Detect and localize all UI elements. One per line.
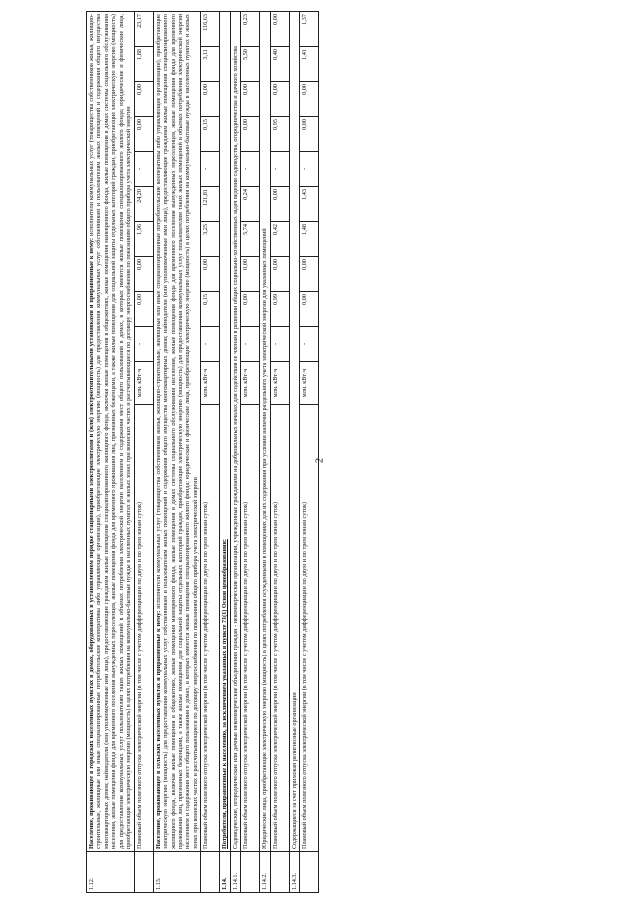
value-cell: 121,81 [201,187,220,222]
table-row [201,12,220,893]
value-cell: 3,25 [201,222,220,257]
value-cell: 0,00 [134,82,153,117]
value-cell: 0,00 [241,257,260,292]
unit-cell: млн. кВт·ч [241,362,260,405]
row-number [201,852,220,893]
value-cell: 3,11 [201,47,220,82]
value-cell: 116,63 [201,12,220,47]
value-cell: 0,00 [270,82,289,117]
param-label: Плановый объем полезного отпуска электрической энергии (в том числе с учетом дифференциации по двум и по трем зонам суток) [201,405,220,852]
value-cell: - [134,152,153,187]
unit-cell: млн. кВт·ч [300,362,319,405]
value-cell: 1,48 [300,222,319,257]
row-number [300,852,319,893]
value-cell: 0,00 [241,117,260,152]
value-cell: - [241,152,260,187]
row-description: Юридические лица, приобретающие электрическую энергию (мощность) в целях потребления осужденными в помещениях для их содержания при условии наличия раздельного учета электрической энергии для указанных помещений [260,12,270,852]
row-description: Содержащиеся за счет прихожан религиозные организации [289,12,299,852]
section-heading: Потребители, приравненные к населению, за исключением указанных в пункте 71(1) Основ ценообразования: [220,12,230,852]
value-cell: 1,88 [134,47,153,82]
value-cell: 0,23 [241,12,260,47]
value-cell: 0,00 [270,187,289,222]
value-cell: 1,43 [300,187,319,222]
value-cell: 0,15 [201,292,220,327]
row-number: 1.14.2. [260,852,270,893]
table-row [153,12,201,893]
value-cell: 0,00 [134,257,153,292]
value-cell: 0,15 [201,117,220,152]
row-heading: Население, проживающее в городских населенных пунктах в домах, оборудованных в установленном порядке стационарными электроплитами и (или) электроотопительными установками и приравненные к нему: [88,237,95,849]
value-cell: 1,96 [134,222,153,257]
row-number: 1.14.1. [230,852,240,893]
row-description [87,12,135,852]
param-label: Плановый объем полезного отпуска электрической энергии (в том числе с учетом дифференциации по двум и по трем зонам суток) [241,405,260,852]
value-cell: 0,00 [300,292,319,327]
row-number [134,852,153,893]
value-cell: 0,00 [300,117,319,152]
value-cell: 0,00 [241,292,260,327]
value-cell: 0,00 [270,257,289,292]
row-number: 1.14.3. [289,852,299,893]
row-number [241,852,260,893]
row-description: Садоводческие, огороднические или дачные некоммерческие объединения граждан - некоммерческие организации, учрежденные гражданами на добровольных началах для содействия ее членам в решении общих социально-хозяйственных задач ведения садоводства, огородничества и дачного хозяйства [230,12,240,852]
value-cell: 0,99 [270,292,289,327]
value-cell: - [201,327,220,362]
unit-cell: млн. кВт·ч [270,362,289,405]
value-cell: 0,00 [201,257,220,292]
value-cell: 5,74 [241,222,260,257]
unit-cell: млн. кВт·ч [201,362,220,405]
table-row [300,12,319,893]
table-row [230,12,240,893]
table-row [260,12,270,893]
value-cell: - [201,152,220,187]
row-text: исполнители коммунальных услуг (товарищества собственников жилья, жилищно-строительные, жилищные или иные специализированные потребительские кооперативы либо управляющие организации), приобретающие электрическую энергию (мощность) для предоставления коммунальных услуг собственникам и пользователям жилых помещений и содержания общего имущества многоквартирных домов; наймодатели (или уполномоченные ими лица), предоставляющие гражданам жилые помещения специализированного жилищного фонда, включая жилые помещения в общежитиях, жилые помещения маневренного фонда, жилые помещения в домах системы социального обслуживания населения, жилые помещения фонда для временного поселения вынужденных переселенцев, жилые помещения фонда для временного проживания лиц, признанных беженцами, а также жилые помещения для социальной защиты отдельных категорий граждан, приобретающие электрическую энергию (мощность) для предоставления коммунальных услуг пользователям таких жилых помещений в объемах потребления электрической энергии населением и содержания мест общего пользования в домах, в которых имеются жилые помещения специализированного жилого фонда; [88,13,125,849]
value-cell: - [300,152,319,187]
tariff-table [86,11,319,893]
row-heading: Население, проживающее в сельских населенных пунктах и приравненные к нему: [154,610,162,849]
row-text: исполнители коммунальных услуг (товарищества собственников жилья, жилищно-строительные, жилищные или иные специализированные потребительские кооперативы либо управляющие организации), приобретающие электрическую энергию (мощность) для предоставления коммунальных услуг собственникам и пользователям жилых помещений и содержания общего имущества многоквартирных домов; наймодатели (или уполномоченные ими лица), предоставляющие гражданам жилые помещения специализированного жилищного фонда, включая жилые помещения в общежитиях, жилые помещения маневренного фонда, жилые помещения в домах системы социального обслуживания населения, жилые помещения фонда для временного поселения вынужденных переселенцев, жилые помещения фонда для временного проживания лиц, признанных беженцами, а также жилые помещения для социальной защиты отдельных категорий граждан, приобретающие электрическую энергию (мощность) для предоставления коммунальных услуг пользователям таких жилых помещений в объемах потребления электрической энергии населением и содержания мест общего пользования в домах, в которых имеются жилые помещения специализированного жилого фонда; [154,13,192,849]
row-number: 1.14. [220,852,230,893]
value-cell: 1,41 [300,47,319,82]
table-row [289,12,299,893]
param-label: Плановый объем полезного отпуска электрической энергии (в том числе с учетом дифференциации по двум и по трем зонам суток) [134,405,153,852]
row-description [153,12,201,852]
row-text-extra: юридические и физические лица, приобретающие электрическую энергию (мощность) в целях потребления на коммунально-бытовые нужды в населенных пунктах и жилых зонах при воинских частях и рассчитывающиеся по договору энергоснабжения по показаниям общего прибора учета электрической энергии [117,14,133,849]
param-label: Плановый объем полезного отпуска электрической энергии (в том числе с учетом дифференциации по двум и по трем зонам суток) [300,405,319,852]
value-cell: - [300,327,319,362]
row-number [270,852,289,893]
unit-cell: млн. кВт·ч [134,362,153,405]
value-cell: - [270,152,289,187]
table-row [241,12,260,893]
value-cell: 0,00 [300,257,319,292]
value-cell: - [270,327,289,362]
table-row [87,12,135,893]
value-cell: 23,17 [134,12,153,47]
value-cell: 24,20 [134,187,153,222]
table-row [134,12,153,893]
value-cell: 0,00 [241,82,260,117]
value-cell: 0,00 [201,82,220,117]
value-cell: 0,00 [134,117,153,152]
row-number: 1.13. [153,852,201,893]
value-cell: 0,40 [270,47,289,82]
table-row [220,12,230,893]
value-cell: 1,37 [300,12,319,47]
value-cell: 0,42 [270,222,289,257]
value-cell: 0,00 [270,12,289,47]
value-cell: 0,95 [270,117,289,152]
param-label: Плановый объем полезного отпуска электрической энергии (в том числе с учетом дифференциации по двум и по трем зонам суток) [270,405,289,852]
value-cell: 5,50 [241,47,260,82]
value-cell: - [241,327,260,362]
value-cell: 0,00 [134,292,153,327]
value-cell: 0,24 [241,187,260,222]
page-number: 2 [314,458,326,463]
value-cell: - [134,327,153,362]
value-cell: 0,00 [300,82,319,117]
row-text-extra: юридические и физические лица, приобретающие электрическую энергию (мощность) в целях потребления на коммунально-бытовые нужды в населенных пунктах и жилых зонах при воинских частях и рассчитывающиеся по договору энергоснабжения по показаниям общего прибора учета электрической энергии [184,13,199,849]
table-row [270,12,289,893]
row-number: 1.12. [87,852,135,893]
